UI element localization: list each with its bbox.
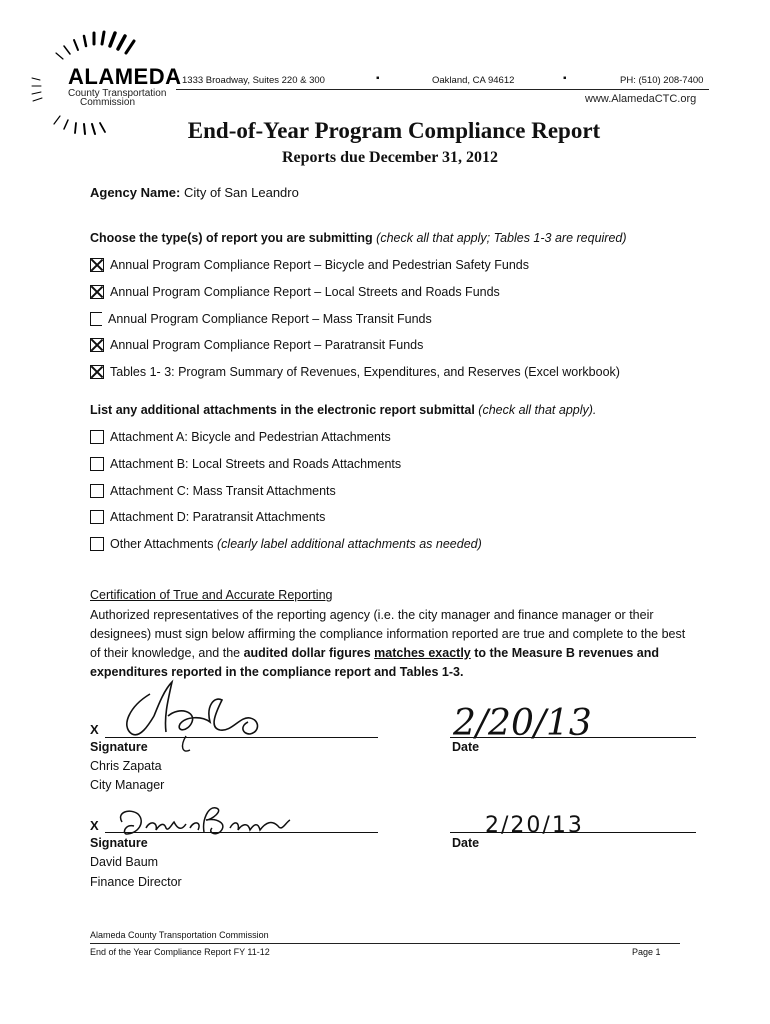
footer-organization: Alameda County Transportation Commission [90, 930, 269, 940]
report-type-mass-transit[interactable] [90, 310, 432, 328]
handwritten-date-2 [480, 806, 620, 840]
header-website-link[interactable]: www.AlamedaCTC.org [585, 93, 697, 105]
report-type-label: Annual Program Compliance Report – Paratransit Funds [110, 338, 424, 352]
handwritten-date-2-text: 2/20/13 [485, 813, 584, 838]
checkbox-unchecked-icon[interactable] [90, 457, 104, 471]
header-separator-icon: ▪ [563, 73, 567, 84]
report-type-bicycle-pedestrian[interactable] [90, 256, 529, 274]
signer-title: City Manager [90, 778, 165, 792]
agency-name-value: City of San Leandro [183, 185, 299, 200]
date-line [450, 832, 696, 833]
signature-label: Signature [90, 836, 148, 850]
report-types-heading [90, 231, 627, 245]
logo-wordmark: ALAMEDA [68, 64, 182, 89]
footer-divider [90, 943, 680, 944]
attachment-label: Attachment A: Bicycle and Pedestrian Attachments [110, 430, 391, 444]
report-type-label: Annual Program Compliance Report – Bicycle and Pedestrian Safety Funds [110, 258, 529, 272]
signature-line [105, 737, 378, 738]
signature-x-mark: X [90, 722, 99, 737]
signature-line [105, 832, 378, 833]
report-type-paratransit[interactable] [90, 336, 423, 354]
attachment-label: Attachment C: Mass Transit Attachments [110, 484, 336, 498]
certification-text-end: to the Measure B revenues and expenditures reported in the compliance report and Tables 1-3. [90, 646, 660, 679]
checkbox-unchecked-icon[interactable] [90, 510, 104, 524]
certification-bold-text: audited dollar figures [243, 646, 375, 660]
footer-report-name: End of the Year Compliance Report FY 11-12 [90, 947, 270, 957]
attachment-label: Other Attachments [110, 537, 214, 551]
header-city: Oakland, CA 94612 [432, 75, 515, 86]
report-types-heading-text: Choose the type(s) of report you are submitting [90, 231, 373, 245]
checkbox-checked-icon[interactable] [90, 258, 104, 272]
report-type-tables[interactable] [90, 363, 620, 381]
date-line [450, 737, 696, 738]
checkbox-checked-icon[interactable] [90, 338, 104, 352]
header-divider [176, 89, 709, 90]
checkbox-checked-icon[interactable] [90, 285, 104, 299]
certification-body [90, 606, 690, 682]
attachment-a[interactable] [90, 428, 391, 446]
certification-text: Authorized representatives of the reporting agency (i.e. the city manager and finance manager or their designees) must sign below affirming the compliance information reported are true and complete to the best of their knowledge, and the [90, 608, 686, 660]
attachment-other[interactable] [90, 535, 482, 553]
handwritten-date-1-text: 2/20/13 [453, 703, 592, 744]
signer-name: David Baum [90, 855, 159, 869]
attachments-heading [90, 403, 596, 417]
agency-name [90, 185, 299, 200]
attachment-label: Attachment B: Local Streets and Roads Attachments [110, 457, 402, 471]
date-label: Date [452, 836, 480, 850]
checkbox-unchecked-icon[interactable] [90, 537, 104, 551]
attachments-heading-text: List any additional attachments in the electronic report submittal [90, 403, 475, 417]
certification-underline-text: matches exactly [374, 646, 471, 660]
signer-title: Finance Director [90, 875, 182, 889]
signer-name: Chris Zapata [90, 759, 162, 773]
signature-label: Signature [90, 740, 148, 754]
logo-subtitle [68, 89, 166, 107]
logo-subtitle-line1: County Transportation [68, 88, 167, 99]
attachments-note: (check all that apply). [478, 403, 597, 417]
report-types-note: (check all that apply; Tables 1-3 are required) [376, 231, 627, 245]
footer-page-number: Page 1 [632, 947, 661, 957]
date-label: Date [452, 740, 480, 754]
report-type-label: Tables 1- 3: Program Summary of Revenues, Expenditures, and Reserves (Excel workbook) [110, 365, 620, 379]
report-type-local-streets[interactable] [90, 283, 500, 301]
checkbox-unchecked-icon[interactable] [90, 484, 104, 498]
header-address: 1333 Broadway, Suites 220 & 300 [182, 75, 325, 86]
report-type-label: Annual Program Compliance Report – Mass Transit Funds [108, 312, 432, 326]
attachment-other-note: (clearly label additional attachments as needed) [217, 537, 482, 551]
attachment-d[interactable] [90, 508, 325, 526]
agency-name-label: Agency Name: [90, 185, 181, 200]
page-subtitle: Reports due December 31, 2012 [281, 149, 499, 166]
page-title: End-of-Year Program Compliance Report [187, 118, 601, 143]
header-separator-icon: ▪ [376, 73, 380, 84]
signature-x-mark: X [90, 818, 99, 833]
attachment-c[interactable] [90, 482, 336, 500]
report-type-label: Annual Program Compliance Report – Local Streets and Roads Funds [110, 285, 500, 299]
certification-heading: Certification of True and Accurate Reporting [90, 588, 333, 602]
logo-subtitle-line2: Commission [80, 97, 136, 108]
checkbox-unchecked-icon[interactable] [90, 312, 102, 326]
attachment-b[interactable] [90, 455, 401, 473]
checkbox-unchecked-icon[interactable] [90, 430, 104, 444]
attachment-label: Attachment D: Paratransit Attachments [110, 510, 326, 524]
header-phone: PH: (510) 208-7400 [620, 75, 704, 86]
checkbox-checked-icon[interactable] [90, 365, 104, 379]
